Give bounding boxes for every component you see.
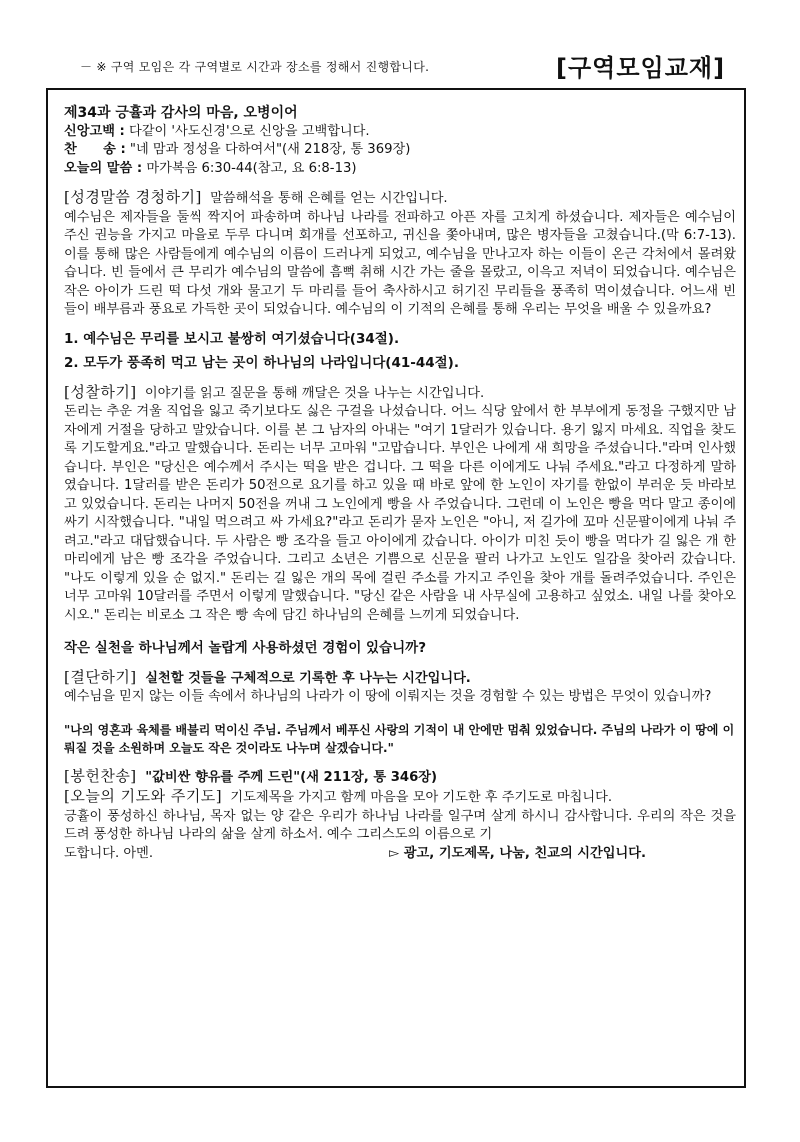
prayer-intro: 기도제목을 가지고 함께 마음을 모아 기도한 후 주기도로 마칩니다. — [226, 790, 613, 805]
decision-heading — [64, 668, 736, 689]
creed-label: 신앙고백 : — [64, 123, 125, 139]
scripture-point-2: 2. 모두가 풍족히 먹고 남는 곳이 하나님의 나라입니다(41-44절). — [64, 355, 459, 371]
prayer-closing-row — [64, 845, 736, 864]
scripture-point-1: 1. 예수님은 무리를 보시고 불쌍히 여기셨습니다(34절). — [64, 330, 400, 347]
lesson-content — [64, 104, 736, 863]
decision-bracket: [결단하기] — [64, 667, 137, 686]
scripture-body: 예수님은 제자들을 둘씩 짝지어 파송하며 하나님 나라를 전파하고 아픈 자를 고치게 하셨습니다. 제자들은 예수님이 주신 권능을 가지고 마을로 두루 다니며 회개를 선포하고, 귀신을 쫓아내며, 많은 병자들을 고쳤습니다.(막 6:7-13). 이를 통해 많은 사람들에게 예수님의 이름이 드러나게 되었고, 예수님을 만나고자 하는 이들이 온근 각처에서 몰려왔습니다. 빈 들에서 큰 무리가 예수님의 말씀에 흠뻑 취해 시간 가는 줄을 몰랐고, 이윽고 저녁이 되었습니다. 예수님은 작은 아이가 드린 떡 다섯 개와 물고기 두 마리를 들어 축사하시고 허기진 무리들을 풍족히 먹이셨습니다. 어느새 빈 들이 배부름과 풍요로 가득한 곳이 되었습니다. 예수님의 이 기적의 은혜를 통해 우리는 무엇을 배울 수 있을까요? — [64, 209, 736, 317]
word-line — [64, 160, 736, 179]
reflection-bracket: [성찰하기] — [64, 382, 137, 401]
scripture-heading — [64, 188, 736, 209]
prayer-closing: 도합니다. 아멘. — [64, 845, 154, 861]
page-title: [구역모임교재] — [556, 54, 726, 82]
lesson-title: 제34과 긍휼과 감사의 마음, 오병이어 — [64, 105, 298, 121]
hymn-label: 찬 송 : — [64, 142, 126, 157]
scripture-intro: 말씀해석을 통해 은혜를 얻는 시간입니다. — [205, 191, 448, 206]
reflection-question: 작은 실천을 하나님께서 놀랍게 사용하셨던 경험이 있습니까? — [64, 640, 427, 656]
word-text: 마가복음 6:30-44(참고, 요 6:8-13) — [142, 160, 357, 176]
reflection-heading — [64, 383, 736, 404]
decision-quote: "나의 영혼과 육체를 배불리 먹이신 주님. 주님께서 베푸신 사랑의 기적이 내 안에만 멈춰 있었습니다. 주님의 나라가 이 땅에 이뤄질 것을 소원하며 오늘도 작은 것이라도 나누며 살겠습니다." — [64, 722, 735, 755]
announcement-note: ▻ 광고, 기도제목, 나눔, 친교의 시간입니다. — [389, 845, 646, 861]
reflection-intro: 이야기를 읽고 질문을 통해 깨달은 것을 나누는 시간입니다. — [140, 385, 485, 401]
offering-song: "값비싼 향유를 주께 드린"(새 211장, 통 346장) — [140, 769, 438, 785]
hymn-line — [64, 141, 736, 160]
offering-bracket: [봉헌찬송] — [64, 766, 137, 785]
creed-text: 다같이 '사도신경'으로 신앙을 고백합니다. — [124, 123, 370, 139]
decision-intro: 실천할 것들을 구체적으로 기록한 후 나누는 시간입니다. — [140, 670, 471, 686]
prayer-heading — [64, 787, 736, 808]
hymn-text: "네 맘과 정성을 다하여서"(새 218장, 통 369장) — [125, 142, 411, 157]
header-note: － ※ 구역 모임은 각 구역별로 시간과 장소를 정해서 진행합니다. — [80, 60, 430, 74]
word-label: 오늘의 말씀 : — [64, 160, 143, 176]
reflection-body: 돈리는 추운 겨울 직업을 잃고 죽기보다도 싫은 구걸을 나섰습니다. 어느 식당 앞에서 한 부부에게 동정을 구했지만 남자에게 거절을 당하고 말았습니다. 이를 본 그 남자의 아내는 "여기 1달러가 있습니다. 용기 잃지 마세요. 직업을 찾도록 기도할게요."라고 말했습니다. 돈리는 너무 고마워 "고맙습니다. 부인은 나에게 새 희망을 주셨습니다."라며 인사했습니다. 부인은 "당신은 예수께서 주시는 떡을 받은 겁니다. 그 떡을 다른 이에게도 나눠 주세요."라고 다정하게 말하였습니다. 1달러를 받은 돈리가 50전으로 요기를 하고 있을 때 바로 앞에 한 노인이 자기를 한없이 부러운 듯 바라보고 있었습니다. 돈리는 나머지 50전을 꺼내 그 노인에게 빵을 사 주었습니다. 그런데 이 노인은 빵을 먹다 말고 종이에 싸기 시작했습니다. "내일 먹으려고 싸 가세요?"라고 돈리가 묻자 노인은 "아니, 저 길가에 꼬마 신문팔이에게 나눠 주려고."라고 대답했습니다. 두 사람은 빵 조각을 들고 아이에게 갔습니다. 아이가 미친 듯이 빵을 먹다가 길 잃은 개 한 마리에게 남은 빵 조각을 주었습니다. 그리고 소년은 기쁨으로 신문을 팔러 나가고 노인도 일감을 찾아러 갔습니다. "나도 이렇게 있을 순 없지." 돈리는 길 잃은 개의 목에 걸린 주소를 가지고 주인을 찾아 개를 돌려주었습니다. 주인은 너무 고마워 10달러를 주면서 이렇게 말했습니다. "당신 같은 사람을 내 사무실에 고용하고 싶었소. 내일 나를 찾아오시오." 돈리는 비로소 그 작은 빵 속에 담긴 하나님의 은혜를 느끼게 되었습니다. — [64, 404, 736, 623]
decision-body: 예수님을 믿지 않는 이들 속에서 하나님의 나라가 이 땅에 이뤄지는 것을 경험할 수 있는 방법은 무엇이 있습니까? — [64, 689, 712, 704]
scripture-bracket: [성경말씀 경청하기] — [64, 188, 202, 206]
offering-heading — [64, 767, 736, 788]
creed-line — [64, 123, 736, 142]
prayer-bracket: [오늘의 기도와 주기도] — [64, 787, 223, 805]
prayer-body: 긍휼이 풍성하신 하나님, 목자 없는 양 같은 우리가 하나님 나라를 일구며 살게 하시니 감사합니다. 우리의 작은 것을 드려 풍성한 하나님 나라의 삶을 살게 하소서. 예수 그리스도의 이름으로 기 — [64, 808, 736, 842]
